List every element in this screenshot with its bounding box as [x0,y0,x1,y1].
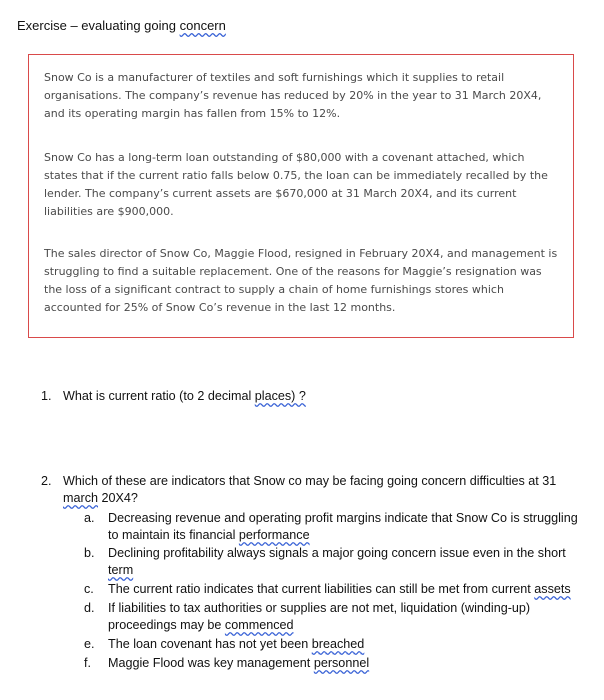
question-number: 2. [41,474,52,488]
option-letter: c. [84,582,94,596]
question-underlined-text: march [63,491,98,505]
option-text [108,545,584,579]
question-text-end: 20X4? [98,491,138,505]
option-letter: f. [84,656,91,670]
option-text-start: The loan covenant has not yet been [108,637,312,651]
option-letter: b. [84,546,95,560]
option-text-start: Maggie Flood was key management [108,656,314,670]
title-underlined-word: concern [179,18,226,33]
question-number: 1. [41,389,52,403]
option-text [108,655,584,672]
option-underlined-word: term [108,563,134,577]
option-text-start: Decreasing revenue and operating profit margins indicate that Snow Co is struggling to maintain its financial [108,511,578,542]
option-text-start: If liabilities to tax authorities or supplies are not met, liquidation (winding-up) proceedings may be [108,601,531,632]
case-paragraph-2: Snow Co has a long-term loan outstanding of $80,000 with a covenant attached, which states that if the current ratio falls below 0.75, the loan can be immediately recalled by the lender. The company’s current assets are $670,000 at 31 March 20X4, and its current liabilities are $900,000. [44,151,548,218]
question-text [63,388,583,405]
question-text-start: What is current ratio (to 2 decimal [63,389,255,403]
question-text [63,473,583,507]
case-study-box [28,54,574,338]
option-underlined-word: performance [238,528,310,542]
option-text [108,581,584,598]
option-text [108,510,584,544]
question-underlined-text: places) ? [254,389,306,403]
option-text-start: Declining profitability always signals a major going concern issue even in the short [108,546,566,560]
page-title [17,18,226,33]
option-letter: d. [84,601,95,615]
option-underlined-word: personnel [313,656,370,670]
option-text [108,600,584,634]
option-underlined-word: assets [534,582,571,596]
option-letter: e. [84,637,95,651]
option-text [108,636,584,653]
case-paragraph-1: Snow Co is a manufacturer of textiles and soft furnishings which it supplies to retail organisations. The company’s revenue has reduced by 20% in the year to 31 March 20X4, and its operating margin has fallen from 15% to 12%. [44,71,542,120]
case-paragraph-3: The sales director of Snow Co, Maggie Flood, resigned in February 20X4, and management is struggling to find a suitable replacement. One of the reasons for Maggie’s resignation was the loss of a significant contract to supply a chain of home furnishings stores which accounted for 25% of Snow Co’s revenue in the last 12 months. [44,247,558,314]
question-text-start: Which of these are indicators that Snow co may be facing going concern difficulties at 31 [63,474,557,488]
option-underlined-word: commenced [224,618,294,632]
option-letter: a. [84,511,95,525]
option-underlined-word: breached [311,637,365,651]
option-text-start: The current ratio indicates that current liabilities can still be met from current [108,582,535,596]
title-text: Exercise – evaluating going [17,18,180,33]
